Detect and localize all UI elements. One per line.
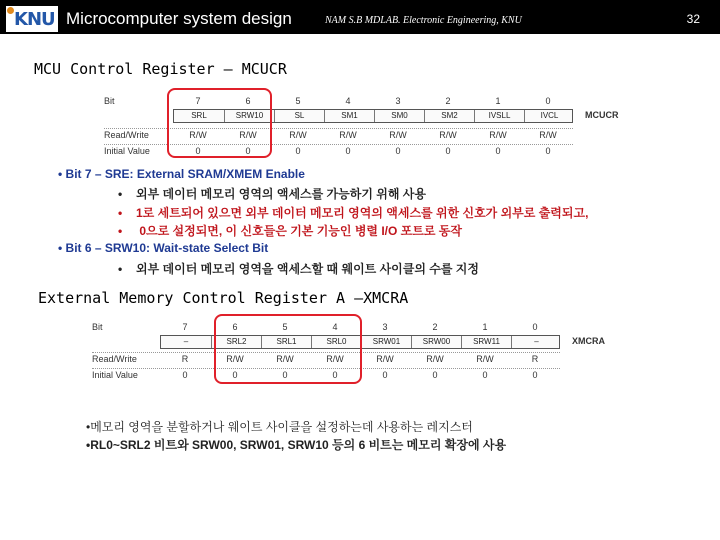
read-write-value: R/W bbox=[339, 130, 357, 140]
logo-text: KNU bbox=[14, 9, 55, 30]
bit-field-name: SRW11 bbox=[461, 336, 511, 348]
bit-field-name: SRL0 bbox=[311, 336, 361, 348]
read-write-value: R/W bbox=[239, 130, 257, 140]
bit-number: 0 bbox=[545, 96, 551, 106]
initial-value: 0 bbox=[195, 146, 201, 156]
section-title-xmcra: External Memory Control Register A –XMCRA bbox=[38, 289, 409, 307]
bit7-item: • 0으로 설정되면, 이 신호들은 기본 기능인 병렬 I/O 포트로 동작 bbox=[118, 224, 462, 238]
read-write-value: R/W bbox=[226, 354, 244, 364]
initial-value: 0 bbox=[432, 370, 438, 380]
initial-value: 0 bbox=[532, 370, 538, 380]
bit6-title: • Bit 6 – SRW10: Wait-state Select Bit bbox=[58, 241, 269, 255]
bit7-item: • 1로 세트되어 있으면 외부 데이터 메모리 영역의 액세스를 위한 신호가 외부로 출력되고, bbox=[118, 206, 589, 220]
bit-number: 2 bbox=[432, 322, 438, 332]
read-write-value: R bbox=[181, 354, 189, 364]
bit-field-name: IVCL bbox=[524, 110, 574, 122]
bit-number: 6 bbox=[245, 96, 251, 106]
highlight-box bbox=[167, 88, 272, 158]
note-line: •메모리 영역을 분할하거나 웨이트 사이클을 설정하는데 사용하는 레지스터 bbox=[86, 420, 473, 434]
read-write-value: R/W bbox=[426, 354, 444, 364]
bit-number: 0 bbox=[532, 322, 538, 332]
bit-field-name: SRL1 bbox=[261, 336, 311, 348]
bullet-icon: • bbox=[118, 187, 123, 201]
bit-field-name: SRW10 bbox=[224, 110, 274, 122]
read-write-value: R/W bbox=[439, 130, 457, 140]
read-write-value: R/W bbox=[189, 130, 207, 140]
xmcra-register-figure bbox=[92, 322, 632, 386]
highlight-box bbox=[214, 314, 362, 384]
initial-value: 0 bbox=[232, 370, 238, 380]
initial-value: 0 bbox=[545, 146, 551, 156]
read-write-value: R/W bbox=[326, 354, 344, 364]
knu-logo bbox=[6, 6, 58, 32]
bit-number: 2 bbox=[445, 96, 451, 106]
bit6-item: • 외부 데이터 메모리 영역을 액세스할 때 웨이트 사이클의 수를 지정 bbox=[118, 262, 479, 276]
bit-field-name: SM1 bbox=[324, 110, 374, 122]
read-write-value: R/W bbox=[289, 130, 307, 140]
slide-header-subtitle: NAM S.B MDLAB. Electronic Engineering, KNU bbox=[325, 15, 522, 26]
bit-number: 5 bbox=[295, 96, 301, 106]
read-write-value: R/W bbox=[276, 354, 294, 364]
init-row-label: Initial Value bbox=[92, 370, 138, 380]
bit-row-label: Bit bbox=[92, 322, 103, 332]
bit-field-name: SM2 bbox=[424, 110, 474, 122]
bullet-icon: • bbox=[118, 224, 123, 238]
bit-row-label: Bit bbox=[104, 96, 115, 106]
rw-row-label: Read/Write bbox=[92, 354, 137, 364]
bit-number: 1 bbox=[495, 96, 501, 106]
bit-number: 3 bbox=[395, 96, 401, 106]
bit-number: 5 bbox=[282, 322, 288, 332]
initial-value: 0 bbox=[332, 370, 338, 380]
register-name-label: XMCRA bbox=[572, 336, 605, 346]
bit-field-name: – bbox=[183, 337, 189, 346]
note-line: •RL0~SRL2 비트와 SRW00, SRW01, SRW10 등의 6 비트는 메모리 확장에 사용 bbox=[86, 438, 507, 452]
initial-value: 0 bbox=[345, 146, 351, 156]
rw-row-label: Read/Write bbox=[104, 130, 149, 140]
bit-field-name: SL bbox=[274, 110, 324, 122]
initial-value: 0 bbox=[395, 146, 401, 156]
bit-number: 1 bbox=[482, 322, 488, 332]
read-write-value: R bbox=[531, 354, 539, 364]
bit-field-name: – bbox=[511, 336, 561, 348]
bit-field-name: SRW01 bbox=[361, 336, 411, 348]
header-bar bbox=[0, 0, 720, 34]
read-write-value: R/W bbox=[389, 130, 407, 140]
bit-field-name: SRL2 bbox=[211, 336, 261, 348]
initial-value: 0 bbox=[382, 370, 388, 380]
page-number: 32 bbox=[686, 12, 700, 26]
section-title-mcucr: MCU Control Register – MCUCR bbox=[34, 60, 287, 78]
bit-number: 4 bbox=[345, 96, 351, 106]
bullet-icon: • bbox=[118, 206, 123, 220]
bit-number: 6 bbox=[232, 322, 238, 332]
initial-value: 0 bbox=[495, 146, 501, 156]
read-write-value: R/W bbox=[489, 130, 507, 140]
initial-value: 0 bbox=[295, 146, 301, 156]
register-name-label: MCUCR bbox=[585, 110, 619, 120]
initial-value: 0 bbox=[182, 370, 188, 380]
bit-number: 7 bbox=[182, 322, 188, 332]
init-row-label: Initial Value bbox=[104, 146, 150, 156]
bit-field-name: SRL bbox=[191, 111, 207, 120]
bit-number: 4 bbox=[332, 322, 338, 332]
read-write-value: R/W bbox=[539, 130, 557, 140]
initial-value: 0 bbox=[445, 146, 451, 156]
bit-field-name: IVSLL bbox=[474, 110, 524, 122]
logo-mark-icon bbox=[7, 7, 14, 14]
bit-number: 3 bbox=[382, 322, 388, 332]
bit-field-name: SRW00 bbox=[411, 336, 461, 348]
bit7-title: • Bit 7 – SRE: External SRAM/XMEM Enable bbox=[58, 167, 305, 181]
read-write-value: R/W bbox=[476, 354, 494, 364]
slide-header-title: Microcomputer system design bbox=[66, 9, 292, 28]
initial-value: 0 bbox=[245, 146, 251, 156]
bit7-item: • 외부 데이터 메모리 영역의 액세스를 가능하기 위해 사용 bbox=[118, 187, 426, 201]
initial-value: 0 bbox=[282, 370, 288, 380]
bit-number: 7 bbox=[195, 96, 201, 106]
read-write-value: R/W bbox=[376, 354, 394, 364]
bit-field-name: SM0 bbox=[374, 110, 424, 122]
bullet-icon: • bbox=[118, 262, 123, 276]
initial-value: 0 bbox=[482, 370, 488, 380]
